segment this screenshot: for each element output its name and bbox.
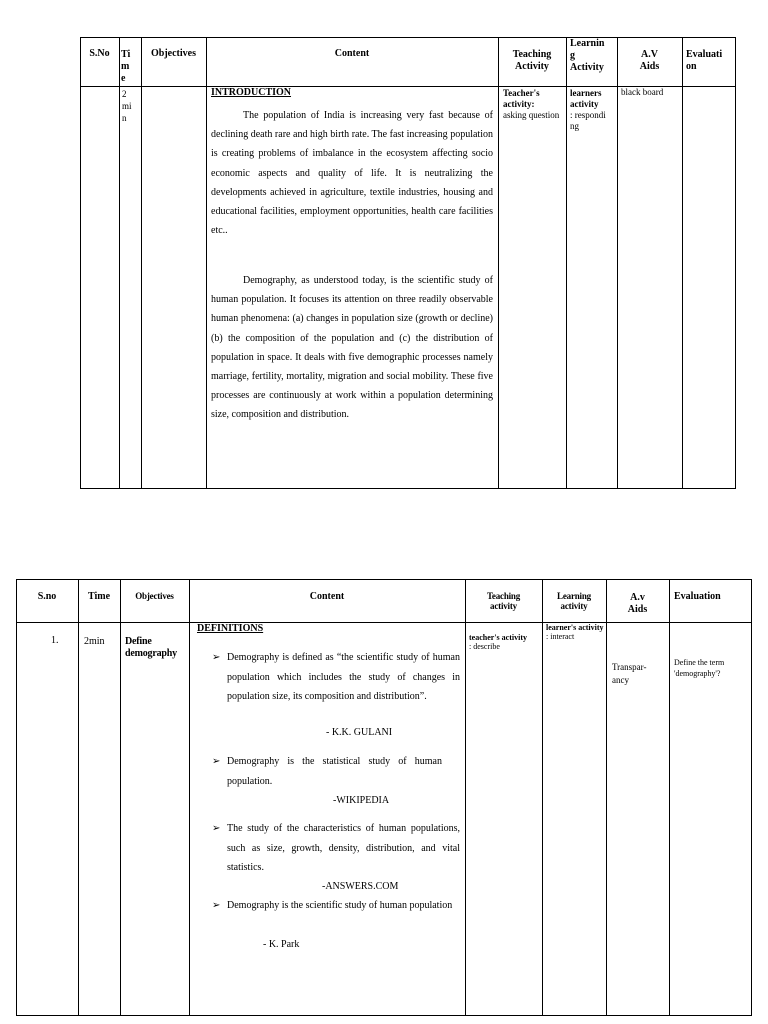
teaching-activity-text: asking question (503, 110, 560, 120)
header-teaching-activity: Teaching activity (486, 591, 521, 611)
header-time: Time (87, 591, 111, 602)
header-content: Content (334, 48, 370, 59)
teaching-activity-cell (469, 633, 539, 651)
header-objectives: Objectives (135, 591, 174, 601)
teaching-activity-cell (503, 88, 563, 121)
header-objectives: Objectives (151, 48, 196, 59)
definition-text: Demography is the scientific study of human population (227, 900, 453, 911)
header-learning-activity: Learning activity (557, 591, 591, 611)
header-teaching-activity: Teaching Activity (512, 49, 552, 72)
header-av-aids: A.v Aids (627, 592, 648, 615)
arrow-bullet-icon: ➢ (212, 652, 221, 663)
arrow-bullet-icon: ➢ (212, 823, 221, 834)
header-content: Content (309, 591, 345, 602)
definition-item (212, 819, 460, 879)
definition-text: Demography is the statistical study of human population. (227, 756, 442, 787)
definition-source: - K.K. GULANI (326, 727, 393, 738)
definition-source: -WIKIPEDIA (333, 795, 390, 806)
row-objective: Define demography (125, 636, 177, 659)
av-aids-cell: black board (621, 87, 664, 97)
definition-text: The study of the characteristics of human populations, such as size, growth, density, distribution, and vital statistics. (227, 823, 460, 874)
av-aids-cell: Transpar- ancy (612, 662, 647, 685)
section-heading-introduction: INTRODUCTION (211, 87, 292, 98)
section-heading-definitions: DEFINITIONS (197, 623, 264, 634)
learning-activity-cell (570, 88, 614, 132)
row-sno: 1. (51, 635, 59, 646)
definition-text: Demography is defined as “the scientific study of human population which includes the study of changes in population size, its composition and distribution”. (227, 652, 460, 703)
teaching-activity-label: teacher's activity (469, 633, 527, 642)
header-learning-activity: Learnin g Activity (570, 38, 605, 73)
teaching-activity-text: : describe (469, 642, 500, 651)
introduction-paragraph-2: Demography, as understood today, is the scientific study of human population. It focuses its attention on three readily observable human phenomena: (a) changes in population size (growth or decline) (b) the composition of the population and (c) the distribution of population in space. It deals with five demographic processes namely marriage, fertility, mortality, migration and social mobility. These five processes are continuously at work within a population determining size, composition and distribution. (211, 275, 493, 421)
learning-activity-label: learners activity (570, 88, 602, 109)
learning-activity-cell (546, 623, 604, 641)
table-2-header-divider (16, 622, 752, 623)
definition-source: - K. Park (263, 939, 300, 950)
header-sno: S.No (89, 48, 110, 59)
definition-item (212, 752, 460, 792)
header-av-aids: A.V Aids (639, 49, 660, 72)
definition-item (212, 896, 460, 936)
learning-activity-text: : interact (546, 632, 575, 641)
learning-activity-label: learner's activity (546, 623, 604, 632)
definition-item (212, 648, 460, 728)
header-sno: S.no (37, 591, 57, 602)
introduction-paragraph-1: The population of India is increasing very fast because of declining death rare and high birth rate. The fast increasing population is creating problems of imbalance in the ecosystem affecting socio economic aspects and quality of life. It is neutralizing the developments achieved in agriculture, textile industries, housing and educational facilities, employment opportunities, health care facilities etc.. (211, 110, 493, 237)
row-time: 2min (84, 636, 105, 647)
teaching-activity-label: Teacher's activity: (503, 88, 540, 109)
learning-activity-text: : respondi ng (570, 110, 606, 131)
row-time: 2 mi n (122, 89, 132, 123)
arrow-bullet-icon: ➢ (212, 900, 221, 911)
definition-source: -ANSWERS.COM (322, 881, 399, 892)
header-evaluation: Evaluati on (686, 49, 723, 72)
arrow-bullet-icon: ➢ (212, 756, 221, 767)
header-evaluation: Evaluation (674, 591, 721, 602)
evaluation-cell: Define the term 'demography'? (674, 658, 725, 678)
header-time: Ti m e (121, 49, 131, 84)
